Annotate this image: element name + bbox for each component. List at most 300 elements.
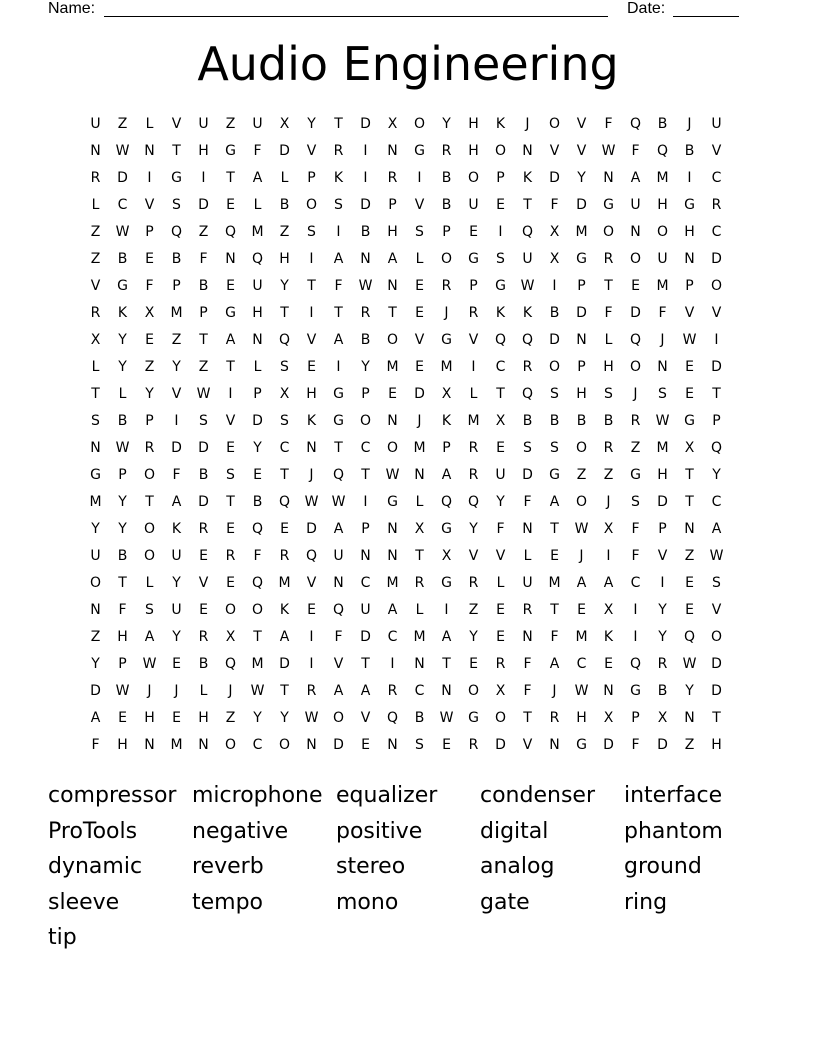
grid-letter: B — [252, 494, 263, 510]
grid-letter: I — [660, 575, 665, 591]
grid-letter: R — [414, 575, 425, 591]
grid-letter: N — [333, 575, 344, 591]
grid-row — [82, 192, 730, 219]
grid-letter: D — [333, 737, 344, 753]
grid-letter: P — [685, 278, 694, 294]
grid-letter: S — [307, 224, 316, 240]
grid-letter: E — [361, 737, 370, 753]
grid-letter: B — [360, 224, 371, 240]
grid-letter: G — [576, 251, 587, 267]
grid-letter: C — [360, 575, 371, 591]
grid-letter: N — [522, 143, 533, 159]
grid-letter: R — [468, 467, 479, 483]
grid-letter: V — [306, 575, 317, 591]
grid-letter: T — [199, 332, 208, 348]
grid-letter: Y — [469, 521, 478, 537]
grid-letter: E — [604, 656, 613, 672]
grid-letter: V — [549, 143, 560, 159]
grid-letter: D — [657, 737, 668, 753]
grid-letter: U — [522, 251, 533, 267]
grid-letter: N — [522, 629, 533, 645]
grid-letter: R — [387, 683, 398, 699]
grid-letter: B — [603, 413, 614, 429]
grid-letter: N — [306, 440, 317, 456]
grid-letter: N — [360, 548, 371, 564]
grid-letter: P — [253, 386, 262, 402]
grid-letter: N — [387, 737, 398, 753]
grid-letter: B — [657, 116, 668, 132]
grid-letter: F — [550, 197, 559, 213]
word-bank-item: ring — [624, 889, 668, 915]
grid-letter: W — [601, 143, 616, 159]
grid-letter: J — [525, 116, 530, 132]
grid-letter: P — [496, 170, 505, 186]
grid-letter: V — [90, 278, 101, 294]
grid-letter: Y — [172, 629, 181, 645]
word-bank-item: stereo — [336, 854, 406, 879]
grid-letter: Z — [90, 224, 101, 240]
grid-letter: L — [415, 494, 424, 510]
word-bank-item: condenser — [480, 783, 595, 808]
grid-letter: Y — [118, 521, 127, 537]
grid-letter: E — [145, 251, 154, 267]
grid-letter: D — [306, 521, 317, 537]
grid-letter: N — [414, 467, 425, 483]
grid-letter: N — [657, 359, 668, 375]
grid-letter: L — [145, 116, 154, 132]
grid-letter: T — [550, 521, 559, 537]
grid-letter: L — [145, 575, 154, 591]
grid-letter: E — [415, 359, 424, 375]
grid-letter: U — [90, 116, 101, 132]
grid-letter: C — [711, 224, 722, 240]
grid-letter: T — [307, 278, 316, 294]
grid-letter: B — [198, 278, 209, 294]
grid-letter: O — [224, 602, 237, 618]
grid-row — [82, 489, 730, 516]
word-bank-item: negative — [192, 818, 289, 844]
grid-letter: W — [709, 548, 724, 564]
grid-letter: M — [467, 413, 480, 429]
grid-letter: A — [144, 629, 155, 645]
grid-letter: S — [334, 197, 343, 213]
grid-letter: X — [603, 521, 614, 537]
grid-letter: C — [414, 683, 425, 699]
grid-letter: C — [576, 656, 587, 672]
grid-letter: I — [147, 170, 152, 186]
grid-letter: T — [334, 116, 343, 132]
grid-row — [82, 111, 730, 138]
grid-letter: D — [711, 359, 722, 375]
grid-row — [82, 219, 730, 246]
grid-letter: E — [280, 521, 289, 537]
grid-letter: R — [549, 710, 560, 726]
grid-row — [82, 273, 730, 300]
grid-letter: G — [468, 710, 479, 726]
grid-row — [82, 516, 730, 543]
grid-letter: S — [226, 467, 235, 483]
grid-letter: Q — [332, 467, 345, 483]
grid-letter: K — [495, 305, 506, 321]
grid-letter: Y — [253, 440, 262, 456]
grid-letter: T — [253, 629, 262, 645]
word-bank-item: analog — [480, 854, 555, 879]
grid-letter: C — [630, 575, 641, 591]
grid-letter: I — [201, 170, 206, 186]
grid-letter: R — [603, 251, 614, 267]
grid-letter: O — [629, 359, 642, 375]
grid-letter: F — [631, 737, 640, 753]
grid-letter: Z — [90, 629, 101, 645]
grid-letter: F — [523, 683, 532, 699]
grid-letter: I — [633, 629, 638, 645]
grid-letter: O — [332, 710, 345, 726]
grid-row — [82, 543, 730, 570]
grid-letter: Q — [629, 656, 642, 672]
word-bank-item: mono — [336, 889, 399, 915]
grid-letter: G — [171, 170, 182, 186]
grid-letter: O — [251, 602, 264, 618]
grid-letter: R — [333, 143, 344, 159]
grid-letter: F — [91, 737, 100, 753]
grid-letter: I — [363, 143, 368, 159]
grid-letter: Y — [658, 629, 667, 645]
grid-letter: O — [467, 683, 480, 699]
grid-letter: F — [550, 629, 559, 645]
grid-letter: I — [498, 224, 503, 240]
grid-letter: B — [117, 251, 128, 267]
grid-letter: J — [606, 494, 611, 510]
grid-letter: Y — [118, 332, 127, 348]
grid-letter: L — [469, 386, 478, 402]
grid-letter: Y — [469, 629, 478, 645]
grid-letter: Y — [496, 494, 505, 510]
grid-letter: C — [387, 629, 398, 645]
grid-letter: T — [442, 656, 451, 672]
grid-letter: B — [117, 413, 128, 429]
grid-letter: R — [441, 278, 452, 294]
grid-letter: L — [253, 359, 262, 375]
grid-letter: Y — [91, 521, 100, 537]
grid-letter: R — [468, 305, 479, 321]
grid-letter: T — [361, 656, 370, 672]
grid-letter: B — [279, 197, 290, 213]
grid-letter: N — [198, 737, 209, 753]
grid-letter: T — [685, 494, 694, 510]
grid-letter: W — [250, 683, 265, 699]
grid-letter: E — [469, 656, 478, 672]
grid-letter: A — [333, 332, 344, 348]
grid-letter: S — [172, 197, 181, 213]
grid-letter: E — [685, 386, 694, 402]
grid-letter: X — [441, 548, 452, 564]
grid-letter: V — [468, 548, 479, 564]
grid-letter: W — [682, 332, 697, 348]
grid-letter: P — [145, 413, 154, 429]
grid-letter: X — [279, 386, 290, 402]
grid-letter: U — [333, 548, 344, 564]
grid-letter: I — [633, 602, 638, 618]
grid-letter: X — [549, 251, 560, 267]
grid-letter: L — [604, 332, 613, 348]
grid-letter: N — [684, 710, 695, 726]
grid-row — [82, 327, 730, 354]
grid-letter: Q — [251, 575, 264, 591]
grid-letter: I — [471, 359, 476, 375]
grid-letter: I — [390, 656, 395, 672]
grid-letter: M — [170, 737, 183, 753]
grid-letter: L — [523, 548, 532, 564]
grid-letter: F — [199, 251, 208, 267]
grid-letter: S — [199, 413, 208, 429]
grid-letter: L — [118, 386, 127, 402]
grid-letter: N — [252, 332, 263, 348]
grid-letter: V — [711, 143, 722, 159]
grid-letter: O — [386, 332, 399, 348]
grid-letter: L — [415, 602, 424, 618]
grid-letter: A — [252, 170, 263, 186]
grid-letter: R — [90, 170, 101, 186]
grid-letter: F — [496, 521, 505, 537]
grid-letter: G — [684, 197, 695, 213]
grid-row — [82, 462, 730, 489]
grid-letter: Z — [630, 440, 641, 456]
grid-letter: Y — [712, 467, 721, 483]
grid-letter: Q — [278, 494, 291, 510]
word-bank-item: interface — [624, 783, 723, 808]
grid-letter: K — [522, 305, 533, 321]
grid-letter: D — [171, 440, 182, 456]
grid-letter: E — [685, 575, 694, 591]
grid-letter: A — [549, 656, 560, 672]
grid-letter: G — [90, 467, 101, 483]
grid-letter: M — [440, 359, 453, 375]
grid-letter: K — [117, 305, 128, 321]
grid-letter: D — [549, 170, 560, 186]
grid-letter: E — [307, 359, 316, 375]
grid-letter: Y — [118, 494, 127, 510]
grid-letter: G — [441, 575, 452, 591]
grid-letter: M — [413, 440, 426, 456]
grid-letter: O — [413, 116, 426, 132]
grid-letter: J — [417, 413, 422, 429]
grid-letter: S — [523, 440, 532, 456]
grid-letter: A — [279, 629, 290, 645]
grid-letter: X — [90, 332, 101, 348]
grid-letter: B — [360, 332, 371, 348]
grid-letter: W — [304, 710, 319, 726]
grid-letter: W — [358, 278, 373, 294]
grid-letter: D — [198, 197, 209, 213]
grid-letter: Q — [521, 386, 534, 402]
grid-letter: L — [496, 575, 505, 591]
grid-letter: F — [523, 656, 532, 672]
grid-letter: H — [684, 224, 695, 240]
grid-letter: J — [660, 332, 665, 348]
grid-letter: B — [549, 305, 560, 321]
grid-letter: X — [495, 683, 506, 699]
grid-letter: Q — [710, 440, 723, 456]
grid-letter: E — [550, 548, 559, 564]
grid-letter: X — [495, 413, 506, 429]
grid-letter: I — [444, 602, 449, 618]
grid-letter: F — [334, 629, 343, 645]
grid-letter: H — [657, 197, 668, 213]
grid-letter: G — [603, 197, 614, 213]
grid-letter: M — [656, 440, 669, 456]
grid-letter: P — [361, 386, 370, 402]
grid-letter: Q — [305, 548, 318, 564]
grid-letter: F — [253, 143, 262, 159]
grid-letter: B — [576, 413, 587, 429]
grid-letter: Y — [577, 170, 586, 186]
grid-letter: M — [278, 575, 291, 591]
grid-letter: J — [309, 467, 314, 483]
grid-letter: V — [225, 413, 236, 429]
grid-letter: G — [117, 278, 128, 294]
grid-letter: P — [442, 440, 451, 456]
grid-letter: V — [711, 305, 722, 321]
grid-letter: V — [333, 656, 344, 672]
grid-letter: V — [468, 332, 479, 348]
grid-letter: H — [252, 305, 263, 321]
grid-letter: T — [226, 359, 235, 375]
grid-letter: O — [602, 224, 615, 240]
grid-letter: S — [550, 440, 559, 456]
grid-letter: A — [441, 629, 452, 645]
grid-letter: P — [199, 305, 208, 321]
grid-letter: P — [577, 278, 586, 294]
grid-letter: H — [117, 737, 128, 753]
grid-letter: N — [414, 656, 425, 672]
grid-letter: Q — [386, 710, 399, 726]
grid-letter: I — [606, 548, 611, 564]
grid-letter: G — [441, 332, 452, 348]
grid-letter: F — [658, 305, 667, 321]
grid-row — [82, 597, 730, 624]
grid-letter: W — [142, 656, 157, 672]
grid-letter: O — [575, 440, 588, 456]
grid-letter: T — [226, 494, 235, 510]
grid-letter: K — [495, 116, 506, 132]
grid-letter: T — [226, 170, 235, 186]
grid-letter: O — [440, 251, 453, 267]
grid-letter: L — [253, 197, 262, 213]
grid-letter: I — [687, 170, 692, 186]
grid-letter: D — [117, 170, 128, 186]
grid-letter: Q — [494, 332, 507, 348]
grid-letter: G — [468, 251, 479, 267]
grid-letter: E — [388, 386, 397, 402]
grid-letter: Q — [683, 629, 696, 645]
grid-letter: W — [385, 467, 400, 483]
grid-letter: V — [414, 197, 425, 213]
word-bank-item: positive — [336, 818, 423, 844]
grid-letter: M — [386, 575, 399, 591]
word-bank-item: tip — [48, 925, 77, 950]
grid-letter: E — [172, 710, 181, 726]
grid-letter: K — [603, 629, 614, 645]
grid-letter: I — [309, 656, 314, 672]
grid-letter: W — [115, 224, 130, 240]
grid-letter: G — [225, 143, 236, 159]
grid-letter: Y — [172, 575, 181, 591]
grid-letter: V — [306, 332, 317, 348]
grid-letter: M — [251, 656, 264, 672]
grid-row — [82, 732, 730, 759]
grid-letter: J — [687, 116, 692, 132]
grid-letter: I — [336, 359, 341, 375]
grid-letter: N — [90, 602, 101, 618]
grid-letter: N — [225, 251, 236, 267]
grid-letter: E — [226, 197, 235, 213]
grid-letter: D — [711, 656, 722, 672]
name-blank-line — [104, 16, 608, 17]
grid-letter: X — [549, 224, 560, 240]
grid-letter: G — [684, 413, 695, 429]
grid-letter: V — [576, 143, 587, 159]
grid-letter: E — [496, 440, 505, 456]
grid-letter: E — [415, 278, 424, 294]
grid-letter: Q — [656, 143, 669, 159]
grid-letter: S — [631, 494, 640, 510]
grid-letter: J — [579, 548, 584, 564]
grid-row — [82, 138, 730, 165]
grid-letter: M — [170, 305, 183, 321]
grid-letter: X — [279, 116, 290, 132]
grid-letter: N — [576, 332, 587, 348]
grid-letter: O — [575, 494, 588, 510]
grid-letter: U — [495, 467, 506, 483]
grid-letter: X — [657, 710, 668, 726]
grid-letter: H — [279, 251, 290, 267]
grid-letter: U — [171, 548, 182, 564]
grid-letter: V — [522, 737, 533, 753]
grid-letter: T — [685, 467, 694, 483]
grid-letter: Z — [144, 359, 155, 375]
grid-letter: C — [495, 359, 506, 375]
grid-letter: D — [603, 737, 614, 753]
grid-letter: E — [577, 602, 586, 618]
grid-letter: F — [631, 521, 640, 537]
word-bank-item: reverb — [192, 854, 264, 879]
grid-letter: W — [115, 440, 130, 456]
grid-letter: Q — [467, 494, 480, 510]
word-bank-item: tempo — [192, 889, 264, 915]
grid-letter: V — [198, 575, 209, 591]
grid-letter: N — [144, 143, 155, 159]
grid-letter: D — [630, 305, 641, 321]
grid-letter: S — [712, 575, 721, 591]
grid-letter: R — [468, 440, 479, 456]
grid-letter: H — [711, 737, 722, 753]
grid-letter: Z — [117, 116, 128, 132]
grid-letter: V — [306, 143, 317, 159]
grid-letter: Y — [118, 359, 127, 375]
grid-letter: O — [629, 251, 642, 267]
grid-letter: O — [224, 737, 237, 753]
grid-letter: D — [414, 386, 425, 402]
grid-letter: N — [90, 440, 101, 456]
grid-letter: H — [576, 386, 587, 402]
grid-letter: G — [387, 494, 398, 510]
grid-letter: G — [414, 143, 425, 159]
grid-letter: R — [630, 413, 641, 429]
grid-letter: R — [522, 359, 533, 375]
grid-letter: L — [280, 170, 289, 186]
grid-letter: E — [199, 548, 208, 564]
grid-letter: G — [333, 413, 344, 429]
